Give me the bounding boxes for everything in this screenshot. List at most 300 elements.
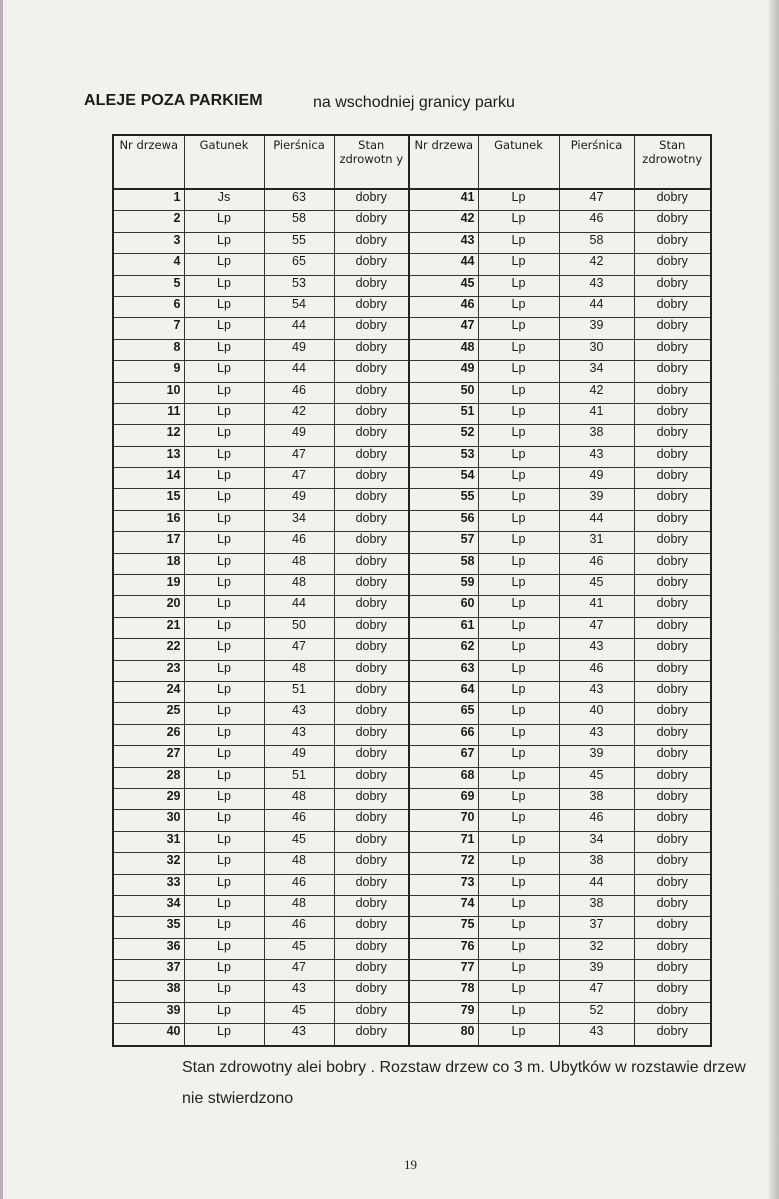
cell-girth: 41 <box>559 403 634 424</box>
cell-girth: 43 <box>559 639 634 660</box>
cell-species: Lp <box>478 275 559 296</box>
cell-species: Lp <box>478 575 559 596</box>
cell-condition: dobry <box>634 318 711 339</box>
table-row <box>113 895 711 916</box>
table-row <box>113 746 711 767</box>
cell-nr: 10 <box>113 382 184 403</box>
table-row <box>113 1024 711 1046</box>
cell-nr: 5 <box>113 275 184 296</box>
cell-species: Lp <box>478 211 559 232</box>
table-row <box>113 617 711 638</box>
cell-species: Lp <box>478 938 559 959</box>
cell-girth: 46 <box>264 810 334 831</box>
cell-species: Lp <box>478 767 559 788</box>
cell-condition: dobry <box>634 489 711 510</box>
cell-species: Lp <box>184 681 264 702</box>
cell-condition: dobry <box>334 575 409 596</box>
cell-girth: 42 <box>264 403 334 424</box>
cell-species: Lp <box>478 361 559 382</box>
cell-nr: 18 <box>113 553 184 574</box>
cell-nr: 46 <box>409 296 478 317</box>
cell-girth: 46 <box>264 917 334 938</box>
cell-species: Lp <box>184 254 264 275</box>
table-row <box>113 831 711 852</box>
cell-species: Lp <box>478 810 559 831</box>
cell-nr: 7 <box>113 318 184 339</box>
cell-species: Lp <box>184 361 264 382</box>
cell-nr: 35 <box>113 917 184 938</box>
cell-nr: 38 <box>113 981 184 1002</box>
cell-girth: 34 <box>559 361 634 382</box>
cell-condition: dobry <box>334 874 409 895</box>
cell-girth: 39 <box>559 960 634 981</box>
cell-girth: 43 <box>559 724 634 745</box>
table-row <box>113 639 711 660</box>
cell-nr: 61 <box>409 617 478 638</box>
cell-condition: dobry <box>334 938 409 959</box>
cell-condition: dobry <box>334 468 409 489</box>
cell-condition: dobry <box>634 853 711 874</box>
cell-condition: dobry <box>634 189 711 211</box>
cell-nr: 58 <box>409 553 478 574</box>
cell-girth: 37 <box>559 917 634 938</box>
cell-girth: 38 <box>559 788 634 809</box>
cell-species: Lp <box>184 532 264 553</box>
cell-nr: 78 <box>409 981 478 1002</box>
cell-nr: 71 <box>409 831 478 852</box>
cell-nr: 65 <box>409 703 478 724</box>
cell-nr: 66 <box>409 724 478 745</box>
cell-nr: 9 <box>113 361 184 382</box>
cell-condition: dobry <box>334 788 409 809</box>
header-row <box>113 135 711 189</box>
cell-condition: dobry <box>334 489 409 510</box>
cell-species: Lp <box>478 895 559 916</box>
cell-species: Lp <box>478 189 559 211</box>
cell-condition: dobry <box>634 339 711 360</box>
table-row <box>113 361 711 382</box>
cell-condition: dobry <box>334 254 409 275</box>
cell-species: Lp <box>478 532 559 553</box>
cell-species: Lp <box>478 553 559 574</box>
cell-girth: 39 <box>559 489 634 510</box>
table-row <box>113 446 711 467</box>
table-row <box>113 681 711 702</box>
cell-nr: 2 <box>113 211 184 232</box>
cell-species: Lp <box>478 425 559 446</box>
table-row <box>113 275 711 296</box>
cell-nr: 43 <box>409 232 478 253</box>
table-row <box>113 917 711 938</box>
cell-girth: 34 <box>264 510 334 531</box>
cell-condition: dobry <box>634 746 711 767</box>
cell-girth: 49 <box>264 489 334 510</box>
cell-condition: dobry <box>334 660 409 681</box>
cell-condition: dobry <box>634 831 711 852</box>
cell-girth: 48 <box>264 895 334 916</box>
cell-condition: dobry <box>334 232 409 253</box>
cell-nr: 37 <box>113 960 184 981</box>
cell-condition: dobry <box>634 403 711 424</box>
cell-nr: 34 <box>113 895 184 916</box>
cell-species: Lp <box>184 596 264 617</box>
col-header-nr: Nr drzewa <box>409 135 478 189</box>
cell-condition: dobry <box>334 746 409 767</box>
cell-nr: 70 <box>409 810 478 831</box>
cell-nr: 60 <box>409 596 478 617</box>
cell-nr: 41 <box>409 189 478 211</box>
cell-girth: 43 <box>559 1024 634 1046</box>
cell-species: Lp <box>478 681 559 702</box>
page-subtitle: na wschodniej granicy parku <box>313 94 515 111</box>
cell-girth: 46 <box>559 810 634 831</box>
cell-species: Lp <box>478 981 559 1002</box>
col-header-condition: Stan zdrowotn y <box>334 135 409 189</box>
cell-condition: dobry <box>634 724 711 745</box>
table-row <box>113 532 711 553</box>
cell-nr: 15 <box>113 489 184 510</box>
cell-girth: 38 <box>559 853 634 874</box>
table-row <box>113 1002 711 1023</box>
cell-condition: dobry <box>334 1002 409 1023</box>
cell-condition: dobry <box>634 446 711 467</box>
table-row <box>113 232 711 253</box>
cell-girth: 44 <box>559 874 634 895</box>
cell-condition: dobry <box>634 938 711 959</box>
cell-girth: 43 <box>264 1024 334 1046</box>
cell-girth: 48 <box>264 553 334 574</box>
cell-girth: 32 <box>559 938 634 959</box>
cell-condition: dobry <box>334 510 409 531</box>
cell-girth: 44 <box>559 296 634 317</box>
table-row <box>113 510 711 531</box>
cell-nr: 17 <box>113 532 184 553</box>
cell-condition: dobry <box>634 788 711 809</box>
table-row <box>113 788 711 809</box>
cell-condition: dobry <box>334 425 409 446</box>
cell-species: Lp <box>184 510 264 531</box>
cell-girth: 47 <box>559 189 634 211</box>
cell-nr: 14 <box>113 468 184 489</box>
cell-nr: 36 <box>113 938 184 959</box>
cell-species: Lp <box>184 788 264 809</box>
table-row <box>113 767 711 788</box>
cell-girth: 58 <box>264 211 334 232</box>
cell-nr: 20 <box>113 596 184 617</box>
cell-species: Lp <box>184 724 264 745</box>
cell-condition: dobry <box>334 681 409 702</box>
cell-nr: 6 <box>113 296 184 317</box>
cell-girth: 30 <box>559 339 634 360</box>
cell-species: Lp <box>478 254 559 275</box>
col-header-condition: Stan zdrowotny <box>634 135 711 189</box>
cell-species: Lp <box>184 275 264 296</box>
cell-girth: 49 <box>559 468 634 489</box>
cell-girth: 40 <box>559 703 634 724</box>
cell-nr: 23 <box>113 660 184 681</box>
cell-girth: 44 <box>559 510 634 531</box>
cell-nr: 1 <box>113 189 184 211</box>
cell-species: Lp <box>478 382 559 403</box>
cell-nr: 72 <box>409 853 478 874</box>
cell-species: Lp <box>478 853 559 874</box>
table-row <box>113 575 711 596</box>
table-row <box>113 489 711 510</box>
cell-species: Lp <box>478 746 559 767</box>
cell-condition: dobry <box>634 617 711 638</box>
cell-nr: 55 <box>409 489 478 510</box>
cell-species: Lp <box>184 960 264 981</box>
cell-species: Lp <box>184 425 264 446</box>
cell-girth: 46 <box>559 211 634 232</box>
cell-condition: dobry <box>334 724 409 745</box>
cell-nr: 4 <box>113 254 184 275</box>
cell-condition: dobry <box>634 510 711 531</box>
cell-condition: dobry <box>334 275 409 296</box>
cell-species: Lp <box>184 553 264 574</box>
cell-condition: dobry <box>634 895 711 916</box>
table-body <box>113 189 711 1046</box>
cell-species: Lp <box>184 639 264 660</box>
cell-nr: 8 <box>113 339 184 360</box>
cell-nr: 73 <box>409 874 478 895</box>
cell-species: Lp <box>478 1024 559 1046</box>
cell-girth: 45 <box>264 831 334 852</box>
cell-species: Lp <box>184 917 264 938</box>
cell-condition: dobry <box>634 296 711 317</box>
cell-girth: 47 <box>264 960 334 981</box>
table-row <box>113 211 711 232</box>
cell-nr: 3 <box>113 232 184 253</box>
cell-condition: dobry <box>334 810 409 831</box>
cell-girth: 47 <box>264 446 334 467</box>
cell-species: Js <box>184 189 264 211</box>
cell-condition: dobry <box>334 1024 409 1046</box>
cell-condition: dobry <box>334 596 409 617</box>
col-header-girth: Pierśnica <box>559 135 634 189</box>
cell-species: Lp <box>184 318 264 339</box>
cell-species: Lp <box>184 810 264 831</box>
cell-species: Lp <box>184 489 264 510</box>
cell-girth: 47 <box>559 981 634 1002</box>
cell-girth: 38 <box>559 895 634 916</box>
cell-condition: dobry <box>634 361 711 382</box>
cell-condition: dobry <box>334 917 409 938</box>
page-edge <box>769 0 779 1199</box>
cell-species: Lp <box>478 296 559 317</box>
table-row <box>113 254 711 275</box>
cell-species: Lp <box>478 960 559 981</box>
cell-species: Lp <box>478 318 559 339</box>
cell-condition: dobry <box>634 553 711 574</box>
cell-girth: 50 <box>264 617 334 638</box>
table-row <box>113 960 711 981</box>
cell-girth: 63 <box>264 189 334 211</box>
cell-girth: 51 <box>264 767 334 788</box>
table-row <box>113 382 711 403</box>
cell-nr: 12 <box>113 425 184 446</box>
cell-girth: 46 <box>264 874 334 895</box>
cell-girth: 45 <box>264 938 334 959</box>
cell-condition: dobry <box>334 831 409 852</box>
cell-species: Lp <box>478 639 559 660</box>
cell-nr: 76 <box>409 938 478 959</box>
cell-girth: 48 <box>264 575 334 596</box>
cell-condition: dobry <box>634 703 711 724</box>
cell-girth: 46 <box>559 660 634 681</box>
cell-girth: 41 <box>559 596 634 617</box>
cell-condition: dobry <box>334 767 409 788</box>
cell-species: Lp <box>478 703 559 724</box>
cell-species: Lp <box>184 660 264 681</box>
cell-nr: 45 <box>409 275 478 296</box>
cell-nr: 13 <box>113 446 184 467</box>
col-header-species: Gatunek <box>184 135 264 189</box>
cell-condition: dobry <box>634 660 711 681</box>
table-row <box>113 425 711 446</box>
cell-condition: dobry <box>634 254 711 275</box>
table-row <box>113 660 711 681</box>
cell-condition: dobry <box>634 575 711 596</box>
cell-condition: dobry <box>634 681 711 702</box>
cell-species: Lp <box>478 339 559 360</box>
table-row <box>113 596 711 617</box>
cell-condition: dobry <box>334 339 409 360</box>
cell-species: Lp <box>184 1024 264 1046</box>
cell-condition: dobry <box>334 211 409 232</box>
cell-nr: 52 <box>409 425 478 446</box>
cell-condition: dobry <box>634 917 711 938</box>
col-header-nr: Nr drzewa <box>113 135 184 189</box>
cell-condition: dobry <box>634 1024 711 1046</box>
cell-girth: 49 <box>264 425 334 446</box>
cell-species: Lp <box>184 767 264 788</box>
col-header-girth: Pierśnica <box>264 135 334 189</box>
cell-condition: dobry <box>634 468 711 489</box>
cell-nr: 16 <box>113 510 184 531</box>
cell-species: Lp <box>478 617 559 638</box>
cell-nr: 44 <box>409 254 478 275</box>
cell-girth: 38 <box>559 425 634 446</box>
table-row <box>113 339 711 360</box>
cell-girth: 39 <box>559 318 634 339</box>
cell-condition: dobry <box>334 895 409 916</box>
cell-species: Lp <box>184 703 264 724</box>
cell-girth: 51 <box>264 681 334 702</box>
cell-condition: dobry <box>334 853 409 874</box>
cell-species: Lp <box>184 938 264 959</box>
cell-nr: 74 <box>409 895 478 916</box>
cell-species: Lp <box>478 788 559 809</box>
cell-species: Lp <box>478 660 559 681</box>
cell-nr: 49 <box>409 361 478 382</box>
cell-species: Lp <box>478 724 559 745</box>
cell-girth: 45 <box>559 767 634 788</box>
cell-girth: 42 <box>559 382 634 403</box>
cell-species: Lp <box>184 211 264 232</box>
cell-condition: dobry <box>334 703 409 724</box>
cell-condition: dobry <box>334 296 409 317</box>
cell-condition: dobry <box>634 275 711 296</box>
cell-condition: dobry <box>634 232 711 253</box>
cell-nr: 31 <box>113 831 184 852</box>
cell-nr: 54 <box>409 468 478 489</box>
cell-nr: 59 <box>409 575 478 596</box>
cell-girth: 43 <box>264 981 334 1002</box>
cell-nr: 29 <box>113 788 184 809</box>
cell-girth: 43 <box>559 446 634 467</box>
table-row <box>113 468 711 489</box>
cell-girth: 45 <box>264 1002 334 1023</box>
cell-nr: 77 <box>409 960 478 981</box>
cell-nr: 33 <box>113 874 184 895</box>
cell-nr: 24 <box>113 681 184 702</box>
cell-condition: dobry <box>334 532 409 553</box>
cell-girth: 55 <box>264 232 334 253</box>
cell-nr: 19 <box>113 575 184 596</box>
cell-girth: 43 <box>264 703 334 724</box>
cell-condition: dobry <box>634 1002 711 1023</box>
cell-condition: dobry <box>634 960 711 981</box>
page-number: 19 <box>404 1157 417 1172</box>
cell-condition: dobry <box>634 425 711 446</box>
cell-species: Lp <box>478 510 559 531</box>
cell-species: Lp <box>184 382 264 403</box>
cell-nr: 62 <box>409 639 478 660</box>
page-title: ALEJE POZA PARKIEM <box>84 92 263 109</box>
cell-nr: 11 <box>113 403 184 424</box>
cell-girth: 58 <box>559 232 634 253</box>
cell-condition: dobry <box>334 981 409 1002</box>
table-row <box>113 938 711 959</box>
cell-condition: dobry <box>334 639 409 660</box>
cell-species: Lp <box>184 296 264 317</box>
cell-species: Lp <box>478 489 559 510</box>
cell-species: Lp <box>478 403 559 424</box>
table-row <box>113 318 711 339</box>
table-row <box>113 981 711 1002</box>
cell-nr: 26 <box>113 724 184 745</box>
cell-nr: 42 <box>409 211 478 232</box>
cell-condition: dobry <box>334 318 409 339</box>
cell-condition: dobry <box>634 211 711 232</box>
cell-condition: dobry <box>334 382 409 403</box>
cell-condition: dobry <box>334 361 409 382</box>
cell-nr: 64 <box>409 681 478 702</box>
cell-nr: 22 <box>113 639 184 660</box>
cell-girth: 52 <box>559 1002 634 1023</box>
cell-nr: 40 <box>113 1024 184 1046</box>
cell-condition: dobry <box>334 960 409 981</box>
cell-species: Lp <box>184 981 264 1002</box>
cell-girth: 43 <box>264 724 334 745</box>
cell-species: Lp <box>184 575 264 596</box>
tree-table <box>112 134 712 1047</box>
table-row <box>113 703 711 724</box>
cell-condition: dobry <box>334 446 409 467</box>
cell-girth: 48 <box>264 788 334 809</box>
cell-condition: dobry <box>334 403 409 424</box>
cell-species: Lp <box>478 831 559 852</box>
cell-nr: 32 <box>113 853 184 874</box>
cell-nr: 69 <box>409 788 478 809</box>
col-header-species: Gatunek <box>478 135 559 189</box>
cell-nr: 28 <box>113 767 184 788</box>
cell-species: Lp <box>184 831 264 852</box>
cell-species: Lp <box>184 232 264 253</box>
cell-nr: 68 <box>409 767 478 788</box>
cell-girth: 53 <box>264 275 334 296</box>
